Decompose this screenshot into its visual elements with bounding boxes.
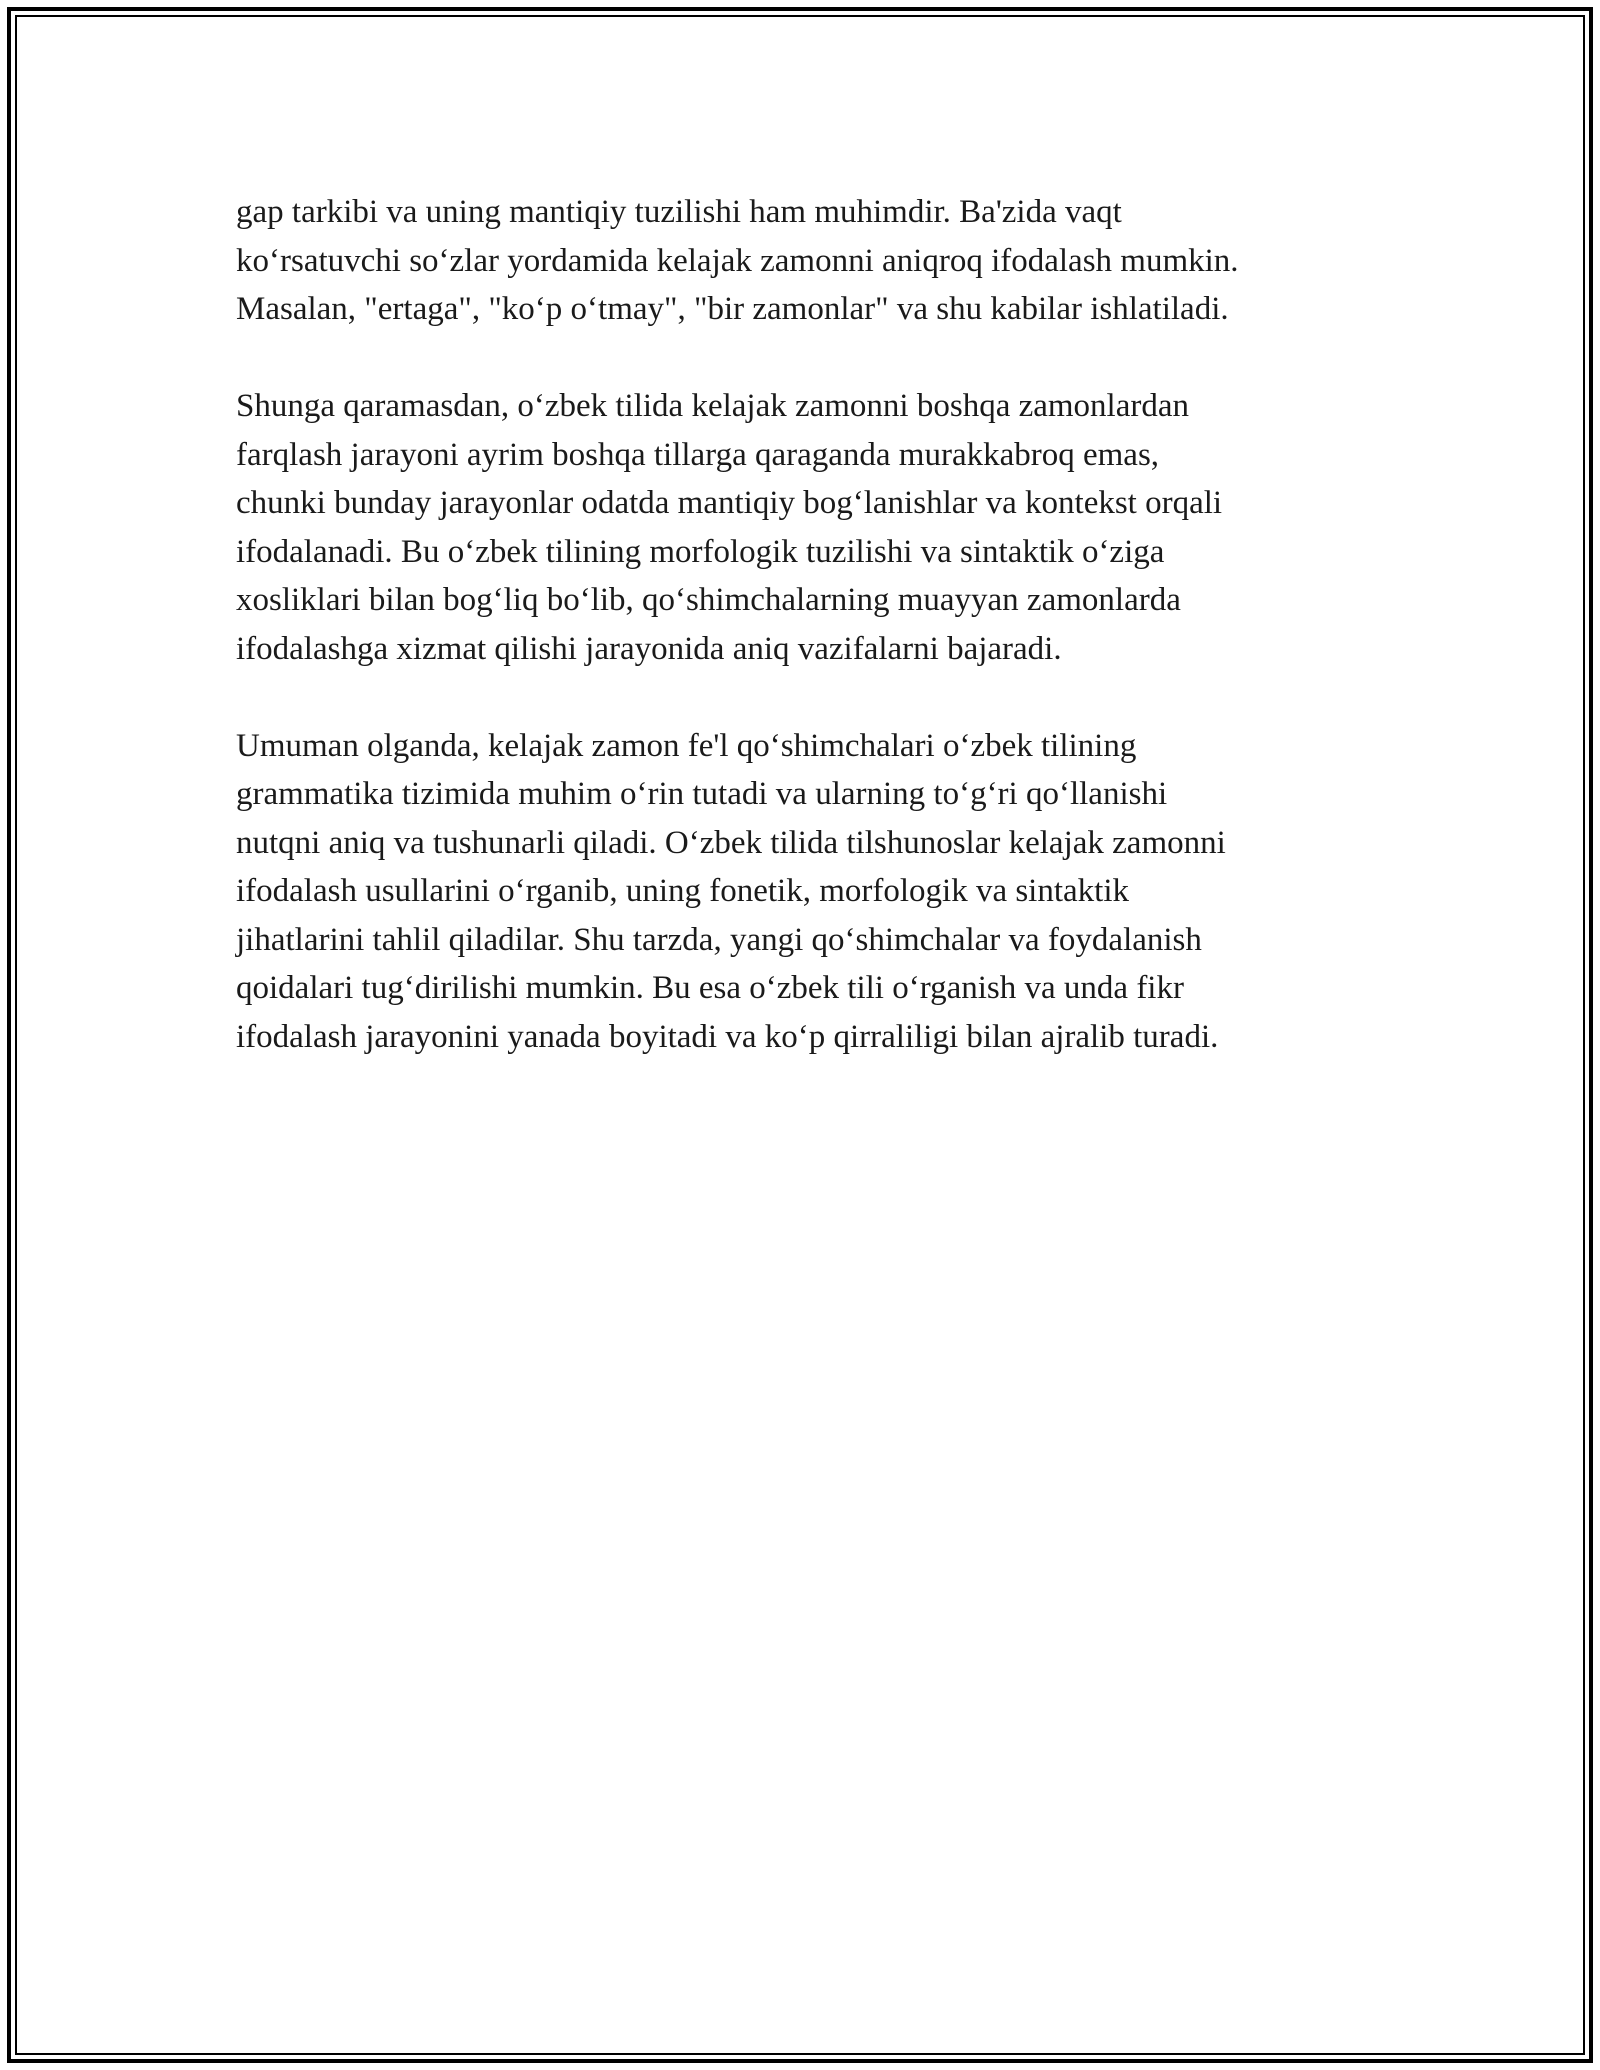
text-line: ifodalash jarayonini yanada boyitadi va ko‘p qirraliligi bilan ajralib turadi. [236,1018,1219,1055]
text-line: Shunga qaramasdan, o‘zbek tilida kelajak zamonni boshqa zamonlardan [236,388,1190,424]
paragraph-1 [236,188,1376,334]
text-line: grammatika tizimida muhim o‘rin tutadi va ularning to‘g‘ri qo‘llanishi [236,776,1168,812]
text-line: xosliklari bilan bog‘liq bo‘lib, qo‘shimchalarning muayyan zamonlarda [236,582,1181,618]
document-body [236,188,1376,1110]
text-line: Masalan, "ertaga", "ko‘p o‘tmay", "bir zamonlar" va shu kabilar ishlatiladi. [236,291,1229,327]
text-line: farqlash jarayoni ayrim boshqa tillarga qaraganda murakkabroq emas, [236,436,1160,473]
text-line: ifodalash usullarini o‘rganib, uning fonetik, morfologik va sintaktik [236,873,1129,909]
text-line: gap tarkibi va uning mantiqiy tuzilishi ham muhimdir. Ba'zida vaqt [236,194,1122,230]
text-line: jihatlarini tahlil qiladilar. Shu tarzda, yangi qo‘shimchalar va foydalanish [236,921,1202,958]
text-line: ko‘rsatuvchi so‘zlar yordamida kelajak zamonni aniqroq ifodalash mumkin. [236,242,1239,279]
paragraph-2 [236,382,1376,673]
text-line: Umuman olganda, kelajak zamon fe'l qo‘shimchalari o‘zbek tilining [236,727,1137,764]
text-line: ifodalashga xizmat qilishi jarayonida aniq vazifalarni bajaradi. [236,630,1062,667]
text-line: nutqni aniq va tushunarli qiladi. O‘zbek tilida tilshunoslar kelajak zamonni [236,824,1226,861]
paragraph-3 [236,722,1376,1062]
text-line: qoidalari tug‘dirilishi mumkin. Bu esa o‘zbek tili o‘rganish va unda fikr [236,970,1184,1006]
text-line: ifodalanadi. Bu o‘zbek tilining morfologik tuzilishi va sintaktik o‘ziga [236,533,1165,570]
text-line: chunki bunday jarayonlar odatda mantiqiy bog‘lanishlar va kontekst orqali [236,485,1223,521]
